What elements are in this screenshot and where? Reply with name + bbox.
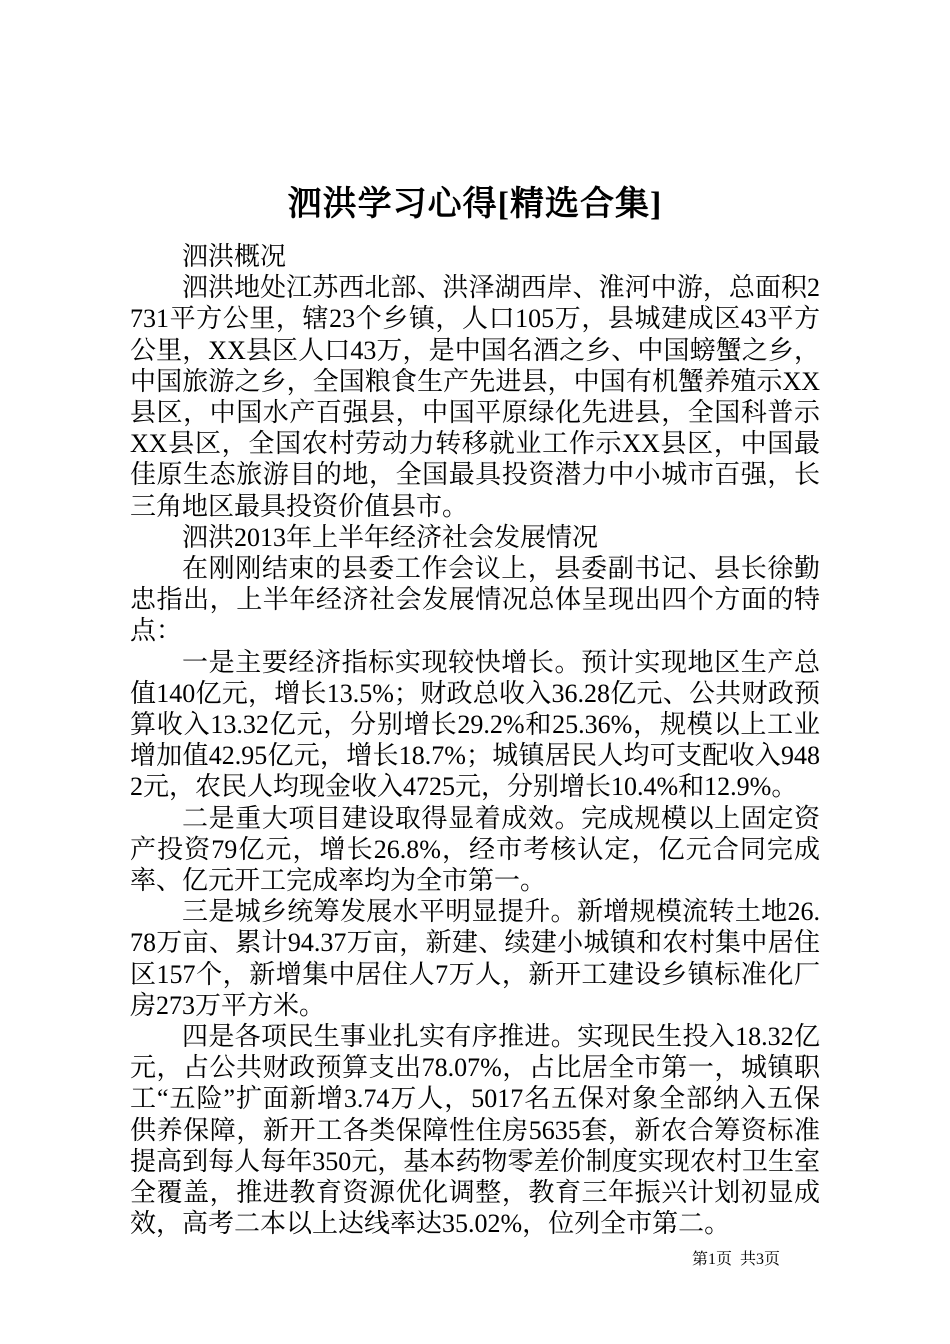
document-body (130, 241, 820, 1240)
paragraph-point-one: 一是主要经济指标实现较快增长。预计实现地区生产总值140亿元，增长13.5%；财政总收入36.28亿元、公共财政预算收入13.32亿元，分别增长29.2%和25.36%，规模以上工业增加值42.95亿元，增长18.7%；城镇居民人均可支配收入9482元，农民人均现金收入4725元，分别增长10.4%和12.9%。 (130, 647, 820, 802)
document-title: 泗洪学习心得[精选合集] (287, 186, 663, 223)
paragraph-point-three: 三是城乡统筹发展水平明显提升。新增规模流转土地26.78万亩、累计94.37万亩，新建、续建小城镇和农村集中居住区157个，新增集中居住人7万人，新开工建设乡镇标准化厂房273万平方米。 (130, 897, 820, 1020)
paragraph-overview-heading: 泗洪概况 (182, 242, 287, 271)
paragraph-overview: 泗洪地处江苏西北部、洪泽湖西岸、淮河中游，总面积2731平方公里，辖23个乡镇，人口105万，县城建成区43平方公里，XX县区人口43万，是中国名酒之乡、中国螃蟹之乡，中国旅游之乡，全国粮食生产先进县，中国有机蟹养殖示XX县区，中国水产百强县，中国平原绿化先进县，全国科普示XX县区，全国农村劳动力转移就业工作示XX县区，中国最佳原生态旅游目的地，全国最具投资潜力中小城市百强，长三角地区最具投资价值县市。 (130, 273, 820, 521)
paragraph-point-four: 四是各项民生事业扎实有序推进。实现民生投入18.32亿元，占公共财政预算支出78.07%，占比居全市第一，城镇职工“五险”扩面新增3.74万人，5017名五保对象全部纳入五保供养保障，新开工各类保障性住房5635套，新农合筹资标准提高到每人每年350元，基本药物零差价制度实现农村卫生室全覆盖，推进教育资源优化调整，教育三年振兴计划初显成效，高考二本以上达线率达35.02%，位列全市第二。 (130, 1022, 820, 1239)
page-number-footer: 第1页 共3页 (691, 1251, 780, 1268)
paragraph-2013-heading: 泗洪2013年上半年经济社会发展情况 (182, 522, 599, 552)
paragraph-meeting-intro: 在刚刚结束的县委工作会议上，县委副书记、县长徐勤忠指出，上半年经济社会发展情况总体呈现出四个方面的特点： (130, 554, 820, 646)
paragraph-point-two: 二是重大项目建设取得显着成效。完成规模以上固定资产投资79亿元，增长26.8%，经市考核认定，亿元合同完成率、亿元开工完成率均为全市第一。 (130, 803, 820, 896)
